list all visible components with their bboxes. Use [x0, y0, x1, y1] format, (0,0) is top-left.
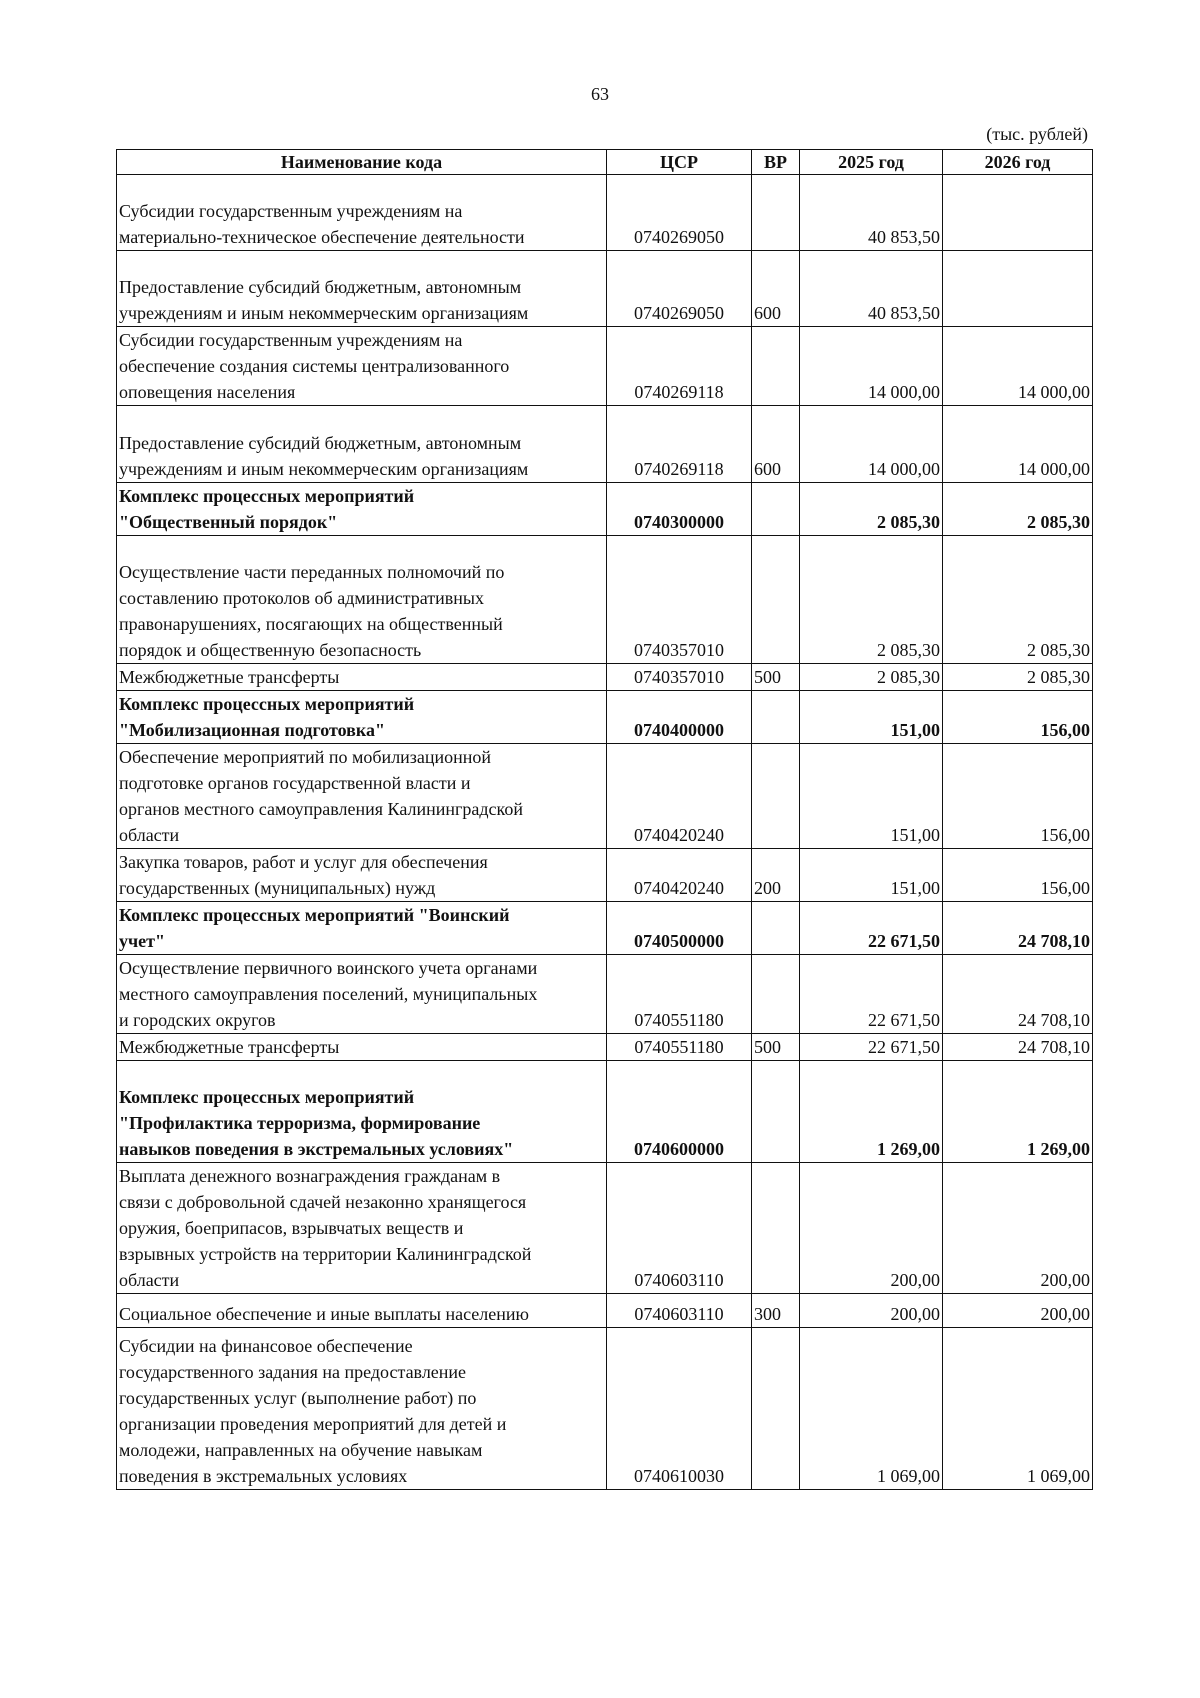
row-csr: 0740300000 [607, 483, 752, 536]
table-row [117, 251, 1093, 327]
row-name: Закупка товаров, работ и услуг для обеспечения государственных (муниципальных) нужд [117, 849, 607, 902]
row-csr: 0740400000 [607, 691, 752, 744]
row-csr: 0740269050 [607, 175, 752, 251]
table-row [117, 1034, 1093, 1061]
row-name: Предоставление субсидий бюджетным, автономным учреждениям и иным некоммерческим организациям [117, 251, 607, 327]
row-2025: 2 085,30 [800, 664, 943, 691]
row-name: Комплекс процессных мероприятий "Профилактика терроризма, формирование навыков поведения в экстремальных условиях" [117, 1061, 607, 1163]
row-csr: 0740551180 [607, 1034, 752, 1061]
table-row [117, 691, 1093, 744]
row-csr: 0740420240 [607, 744, 752, 849]
table-header-row [117, 150, 1093, 175]
table-row [117, 1061, 1093, 1163]
row-2026: 1 269,00 [943, 1061, 1093, 1163]
row-2025: 22 671,50 [800, 902, 943, 955]
header-2025: 2025 год [800, 150, 943, 175]
table-row [117, 902, 1093, 955]
row-2026: 24 708,10 [943, 1034, 1093, 1061]
row-csr: 0740357010 [607, 664, 752, 691]
row-csr: 0740551180 [607, 955, 752, 1034]
row-vr: 600 [752, 251, 800, 327]
row-csr: 0740269050 [607, 251, 752, 327]
row-2025: 22 671,50 [800, 1034, 943, 1061]
table-row [117, 175, 1093, 251]
row-name: Субсидии на финансовое обеспечение государственного задания на предоставление государственных услуг (выполнение работ) по организации проведения мероприятий для детей и молодежи, направленных на обучение навыкам поведения в экстремальных условиях [117, 1328, 607, 1490]
header-csr: ЦСР [607, 150, 752, 175]
row-2026: 14 000,00 [943, 406, 1093, 483]
row-2025: 151,00 [800, 691, 943, 744]
row-vr: 200 [752, 849, 800, 902]
row-vr [752, 175, 800, 251]
row-name: Осуществление части переданных полномочий по составлению протоколов об административных правонарушениях, посягающих на общественный порядок и общественную безопасность [117, 536, 607, 664]
row-name: Межбюджетные трансферты [117, 664, 607, 691]
row-csr: 0740357010 [607, 536, 752, 664]
row-vr: 500 [752, 664, 800, 691]
table-row [117, 536, 1093, 664]
row-vr: 300 [752, 1294, 800, 1328]
table-row [117, 744, 1093, 849]
row-2026 [943, 251, 1093, 327]
row-2025: 151,00 [800, 744, 943, 849]
row-vr [752, 1061, 800, 1163]
row-2026: 156,00 [943, 849, 1093, 902]
row-vr [752, 955, 800, 1034]
row-csr: 0740603110 [607, 1163, 752, 1294]
row-name: Субсидии государственным учреждениям на материально-техническое обеспечение деятельности [117, 175, 607, 251]
row-vr [752, 483, 800, 536]
header-vr: ВР [752, 150, 800, 175]
row-vr [752, 902, 800, 955]
row-name: Субсидии государственным учреждениям на обеспечение создания системы централизованного оповещения населения [117, 327, 607, 406]
row-name: Обеспечение мероприятий по мобилизационной подготовке органов государственной власти и органов местного самоуправления Калининградской области [117, 744, 607, 849]
row-2025: 22 671,50 [800, 955, 943, 1034]
budget-table [116, 149, 1093, 1490]
table-row [117, 1163, 1093, 1294]
row-csr: 0740603110 [607, 1294, 752, 1328]
row-2026: 200,00 [943, 1163, 1093, 1294]
table-row [117, 1294, 1093, 1328]
row-2025: 200,00 [800, 1294, 943, 1328]
row-vr: 500 [752, 1034, 800, 1061]
units-label: (тыс. рублей) [986, 124, 1088, 144]
row-2025: 14 000,00 [800, 406, 943, 483]
table-row [117, 406, 1093, 483]
row-name: Предоставление субсидий бюджетным, автономным учреждениям и иным некоммерческим организациям [117, 406, 607, 483]
table-row [117, 1328, 1093, 1490]
table-row [117, 483, 1093, 536]
header-name: Наименование кода [117, 150, 607, 175]
row-csr: 0740600000 [607, 1061, 752, 1163]
row-name: Комплекс процессных мероприятий "Воинский учет" [117, 902, 607, 955]
page-number: 63 [591, 84, 609, 104]
row-2025: 1 069,00 [800, 1328, 943, 1490]
row-2026: 2 085,30 [943, 536, 1093, 664]
row-2025: 40 853,50 [800, 251, 943, 327]
row-vr [752, 1328, 800, 1490]
row-2026: 200,00 [943, 1294, 1093, 1328]
row-2026: 24 708,10 [943, 902, 1093, 955]
table-row [117, 849, 1093, 902]
row-2025: 151,00 [800, 849, 943, 902]
row-2026: 2 085,30 [943, 483, 1093, 536]
row-2026: 156,00 [943, 744, 1093, 849]
row-csr: 0740500000 [607, 902, 752, 955]
row-vr [752, 691, 800, 744]
header-2026: 2026 год [943, 150, 1093, 175]
table-row [117, 327, 1093, 406]
row-vr [752, 327, 800, 406]
table-body [117, 175, 1093, 1490]
row-2026: 156,00 [943, 691, 1093, 744]
row-vr [752, 536, 800, 664]
row-vr [752, 744, 800, 849]
row-2026: 24 708,10 [943, 955, 1093, 1034]
row-2025: 200,00 [800, 1163, 943, 1294]
row-2026: 14 000,00 [943, 327, 1093, 406]
row-name: Социальное обеспечение и иные выплаты населению [117, 1294, 607, 1328]
table-row [117, 664, 1093, 691]
row-name: Комплекс процессных мероприятий "Мобилизационная подготовка" [117, 691, 607, 744]
row-name: Выплата денежного вознаграждения гражданам в связи с добровольной сдачей незаконно хранящегося оружия, боеприпасов, взрывчатых веществ и взрывных устройств на территории Калининградской области [117, 1163, 607, 1294]
row-2025: 1 269,00 [800, 1061, 943, 1163]
row-2025: 40 853,50 [800, 175, 943, 251]
row-csr: 0740420240 [607, 849, 752, 902]
row-vr [752, 1163, 800, 1294]
row-name: Комплекс процессных мероприятий "Общественный порядок" [117, 483, 607, 536]
table-row [117, 955, 1093, 1034]
row-2026: 2 085,30 [943, 664, 1093, 691]
row-csr: 0740269118 [607, 327, 752, 406]
row-2025: 2 085,30 [800, 483, 943, 536]
row-2025: 14 000,00 [800, 327, 943, 406]
row-name: Осуществление первичного воинского учета органами местного самоуправления поселений, муниципальных и городских округов [117, 955, 607, 1034]
row-name: Межбюджетные трансферты [117, 1034, 607, 1061]
row-csr: 0740610030 [607, 1328, 752, 1490]
row-2026: 1 069,00 [943, 1328, 1093, 1490]
row-vr: 600 [752, 406, 800, 483]
row-2025: 2 085,30 [800, 536, 943, 664]
row-2026 [943, 175, 1093, 251]
row-csr: 0740269118 [607, 406, 752, 483]
